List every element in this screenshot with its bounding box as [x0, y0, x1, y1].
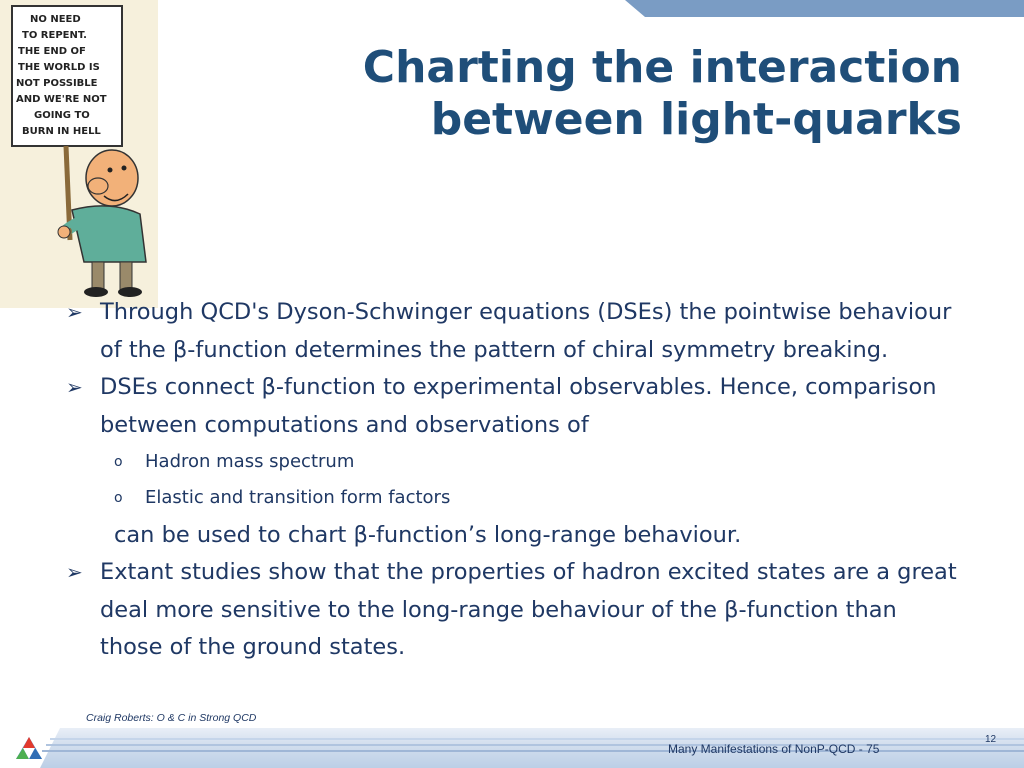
bullet-item	[60, 294, 960, 369]
sign-line: TO REPENT.	[22, 30, 87, 41]
sub-bullet-item	[60, 444, 960, 480]
sign-line: THE WORLD IS	[18, 62, 100, 73]
slide-title	[262, 42, 962, 146]
arrow-bullet-icon: ➢	[66, 375, 83, 399]
arrow-bullet-icon: ➢	[66, 300, 83, 324]
sub-bullet-item	[60, 480, 960, 516]
sub-bullet-text: Hadron mass spectrum	[145, 451, 355, 472]
sign-line: GOING TO	[34, 110, 90, 121]
sign-line: THE END OF	[18, 46, 86, 57]
cartoon-illustration	[0, 0, 158, 308]
sign-line: AND WE'RE NOT	[16, 94, 107, 105]
sign-line: BURN IN HELL	[22, 126, 101, 137]
bullet-text: DSEs connect β-function to experimental observables. Hence, comparison between computations and observations of	[100, 374, 937, 438]
slide-content	[60, 294, 960, 667]
footer-author: Craig Roberts: O & C in Strong QCD	[86, 712, 257, 724]
argonne-logo-icon	[14, 735, 44, 761]
bullet-text: Through QCD's Dyson-Schwinger equations (DSEs) the pointwise behaviour of the β-function determines the pattern of chiral symmetry breaking.	[100, 299, 952, 363]
circle-bullet-icon: o	[114, 490, 123, 506]
page-number: 12	[985, 734, 997, 745]
bullet-item	[60, 369, 960, 444]
footer-presentation-title: Many Manifestations of NonP-QCD - 75	[668, 742, 880, 756]
title-line-2: between light-quarks	[430, 94, 962, 145]
sign-line: NO NEED	[30, 14, 81, 25]
sign-line: NOT POSSIBLE	[16, 78, 98, 89]
bullet-text: Extant studies show that the properties of hadron excited states are a great deal more sensitive to the long-range behaviour of the β-function than those of the ground states.	[100, 559, 957, 660]
top-accent-bar	[625, 0, 1024, 17]
bullet-item	[60, 554, 960, 667]
arrow-bullet-icon: ➢	[66, 560, 83, 584]
title-line-1: Charting the interaction	[362, 42, 962, 93]
continuation-text: can be used to chart β-function’s long-range behaviour.	[114, 522, 742, 548]
circle-bullet-icon: o	[114, 454, 123, 470]
sub-bullet-text: Elastic and transition form factors	[145, 487, 451, 508]
